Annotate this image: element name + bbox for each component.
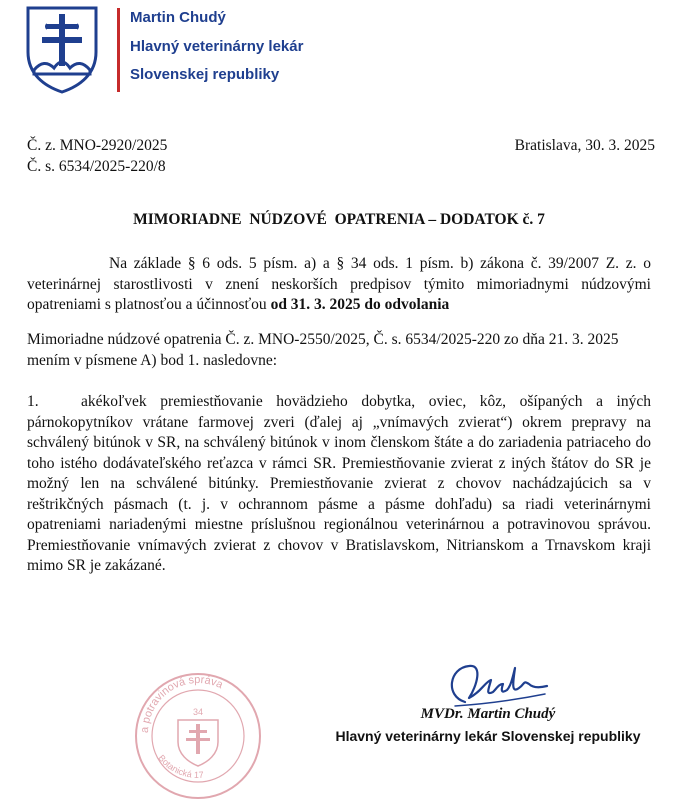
document-title: MIMORIADNE NÚDZOVÉ OPATRENIA – DODATOK č. 7: [133, 211, 545, 228]
intro-paragraph: [27, 254, 651, 316]
signer-name: MVDr. Martin Chudý: [420, 706, 556, 722]
item-text: akékoľvek premiestňovanie hovädzieho dobytka, oviec, kôz, ošípaných a iných párnokopytníkov vrátane farmovej zveri (ďalej aj „vnímavých zvierat“) okrem prepravy na schválený bitúnok v SR, na schválený bitúnok v inom členskom štáte a do zariadenia patriaceho do toho istého dodávateľského reťazca v rámci SR. Premiestňovanie zvierat z iných štátov do SR je možný len na schválené bitúnky. Premiestňovanie zvierat z chovov nachádzajúcich sa v reštrikčných pásmach (t. j. v ochrannom pásme a pásme dohľadu) sa riadi veterinárnymi opatreniami nariadenými miestne príslušnou regionálnou veterinárnou a potravinovou správou. Premiestňovanie vnímavých zvierat z chovov v Bratislavskom, Nitrianskom a Trnavskom kraji mimo SR je zakázané.: [27, 393, 651, 574]
svg-text:Botanická 17: [156, 753, 204, 780]
stamp-number: 34: [192, 707, 204, 717]
signer-role: Hlavný veterinárny lekár Slovenskej republiky: [335, 728, 641, 744]
svg-text:a potravinová správa: [139, 674, 226, 733]
reference-line-2: Č. s. 6534/2025-220/8: [27, 158, 166, 175]
slovak-coat-of-arms-icon: [22, 4, 102, 94]
item-number: 1.: [27, 393, 39, 410]
signature-block: [323, 703, 653, 747]
list-item: [27, 392, 651, 577]
stamp-arc-bottom: Botanická 17: [156, 752, 205, 781]
place-and-date: Bratislava, 30. 3. 2025: [514, 137, 655, 154]
stamp-arc-top: a potravinová správa: [138, 673, 225, 734]
letterhead: [130, 4, 303, 90]
letterhead-country: Slovenskej republiky: [130, 66, 280, 83]
official-stamp-icon: [130, 658, 265, 800]
reference-numbers: [27, 135, 167, 177]
amendment-paragraph: Mimoriadne núdzové opatrenia Č. z. MNO-2550/2025, Č. s. 6534/2025-220 zo dňa 21. 3. 2025 mením v písmene A) bod 1. nasledovne:: [27, 331, 619, 369]
letterhead-position: Hlavný veterinárny lekár: [130, 37, 304, 55]
header-rule: [117, 8, 120, 92]
letterhead-name: Martin Chudý: [130, 9, 226, 26]
intro-validity: od 31. 3. 2025 do odvolania: [270, 296, 450, 313]
reference-line-1: Č. z. MNO-2920/2025: [27, 137, 168, 154]
intro-text: Na základe § 6 ods. 5 písm. a) a § 34 ods. 1 písm. b) zákona č. 39/2007 Z. z. o veterinárnej starostlivosti v znení neskorších predpisov týmito mimoriadnymi núdzovými opatreniami s platnosťou a účinnosťou: [27, 255, 651, 313]
